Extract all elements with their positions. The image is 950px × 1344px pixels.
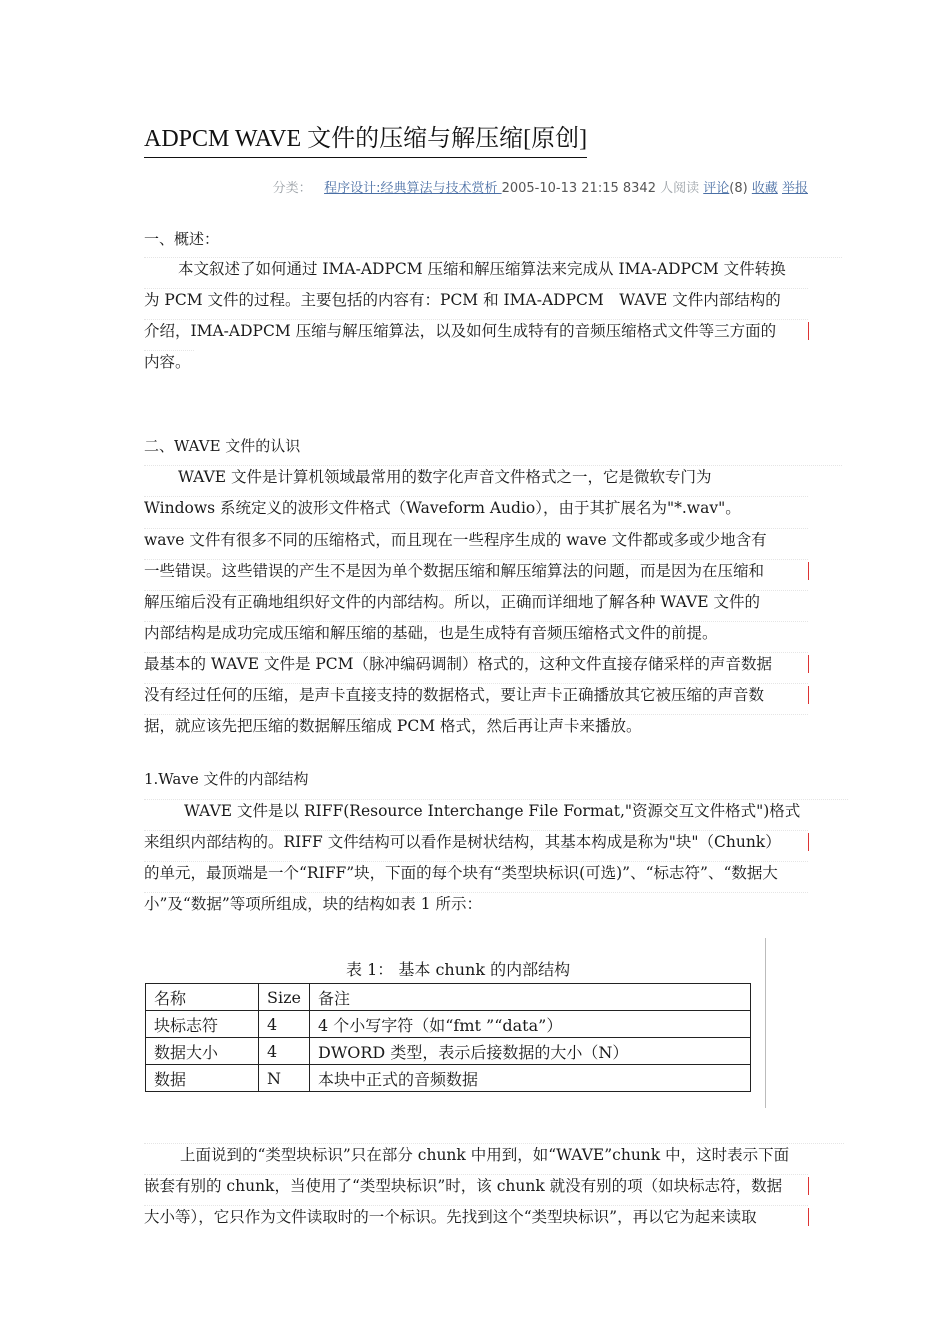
collect-link[interactable]: 收藏: [751, 181, 778, 196]
paragraph-line: 解压缩后没有正确地组织好文件的内部结构。所以，正确而详细地了解各种 WAVE 文件的: [144, 590, 808, 613]
table-cell: DWORD 类型，表示后接数据的大小（N）: [309, 1038, 750, 1065]
table-row: [146, 1065, 751, 1092]
paragraph-line: 内容。: [144, 350, 194, 373]
table-cell: 数据: [146, 1065, 259, 1092]
read-count: 8342: [622, 181, 656, 196]
paragraph-line: wave 文件有很多不同的压缩格式，而且现在一些程序生成的 wave 文件都或多或少地含有: [144, 528, 808, 551]
document-title: ADPCM WAVE 文件的压缩与解压缩[原创]: [144, 118, 587, 158]
category-label: 分类：: [272, 181, 312, 196]
table-row: [146, 1038, 751, 1065]
table-cell: 数据大小: [146, 1038, 259, 1065]
paragraph-line: WAVE 文件是计算机领域最常用的数字化声音文件格式之一，它是微软专门为: [144, 465, 842, 488]
table-cell: 4: [259, 1011, 310, 1038]
paragraph-line: 大小等），它只作为文件读取时的一个标识。先找到这个“类型块标识”，再以它为起来读取: [144, 1205, 808, 1228]
paragraph-line: 小”及“数据”等项所组成，块的结构如表 1 所示：: [144, 892, 808, 915]
category-link[interactable]: 程序设计:经典算法与技术赏析: [324, 181, 502, 196]
table-row: [146, 984, 751, 1011]
table-row: [146, 1011, 751, 1038]
paragraph-line: 没有经过任何的压缩，是声卡直接支持的数据格式，要让声卡正确播放其它被压缩的声音数: [144, 683, 808, 706]
table-cell: 4: [259, 1038, 310, 1065]
paragraph-line: 来组织内部结构的。RIFF 文件结构可以看作是树状结构，其基本构成是称为"块"（Chunk）: [144, 830, 808, 853]
paragraph-line: WAVE 文件是以 RIFF(Resource Interchange File Format,"资源交互文件格式")格式: [144, 799, 848, 822]
paragraph-line: 介绍，IMA-ADPCM 压缩与解压缩算法，以及如何生成特有的音频压缩格式文件等三方面的: [144, 319, 808, 342]
table-cell: Size: [259, 984, 310, 1011]
post-datetime: 2005-10-13 21:15: [501, 181, 619, 196]
paragraph-line: 上面说到的“类型块标识”只在部分 chunk 中用到，如“WAVE”chunk 中，这时表示下面: [144, 1143, 844, 1166]
paragraph-line: 内部结构是成功完成压缩和解压缩的基础，也是生成特有音频压缩格式文件的前提。: [144, 621, 808, 644]
section-heading-overview: 一、概述：: [144, 230, 220, 248]
table-cell: 4 个小写字符（如“fmt ”“data”）: [309, 1011, 750, 1038]
comment-count: (8): [729, 181, 748, 196]
table-cell: 本块中正式的音频数据: [309, 1065, 750, 1092]
chunk-structure-table: [145, 983, 751, 1092]
paragraph-line: 的单元，最顶端是一个“RIFF”块，下面的每个块有“类型块标识(可选)”、“标志符”、“数据大: [144, 861, 808, 884]
table-cell: N: [259, 1065, 310, 1092]
post-meta: [273, 177, 808, 196]
read-label: 人阅读: [655, 181, 704, 196]
paragraph-line: 本文叙述了如何通过 IMA-ADPCM 压缩和解压缩算法来完成从 IMA-ADPCM 文件转换: [144, 257, 842, 280]
paragraph-line: 最基本的 WAVE 文件是 PCM（脉冲编码调制）格式的，这种文件直接存储采样的声音数据: [144, 652, 808, 675]
table-cell: 名称: [146, 984, 259, 1011]
table-cell: 块标志符: [146, 1011, 259, 1038]
paragraph-line: 据，就应该先把压缩的数据解压缩成 PCM 格式，然后再让声卡来播放。: [144, 714, 808, 737]
paragraph-line: Windows 系统定义的波形文件格式（Waveform Audio），由于其扩展名为"*.wav"。: [144, 496, 808, 519]
comment-link[interactable]: 评论: [703, 181, 730, 196]
section-heading-structure: 1.Wave 文件的内部结构: [144, 770, 309, 788]
paragraph-line: 嵌套有别的 chunk，当使用了“类型块标识”时，该 chunk 就没有别的项（如块标志符，数据: [144, 1174, 808, 1197]
table-cell: 备注: [309, 984, 750, 1011]
paragraph-line: 为 PCM 文件的过程。主要包括的内容有：PCM 和 IMA-ADPCM WAVE 文件内部结构的: [144, 288, 808, 311]
section-heading-wave: 二、WAVE 文件的认识: [144, 437, 301, 455]
paragraph-line: 一些错误。这些错误的产生不是因为单个数据压缩和解压缩算法的问题，而是因为在压缩和: [144, 559, 808, 582]
report-link[interactable]: 举报: [781, 181, 808, 196]
table-vertical-rule: [765, 938, 766, 1108]
table-caption: 表 1： 基本 chunk 的内部结构: [346, 960, 571, 979]
